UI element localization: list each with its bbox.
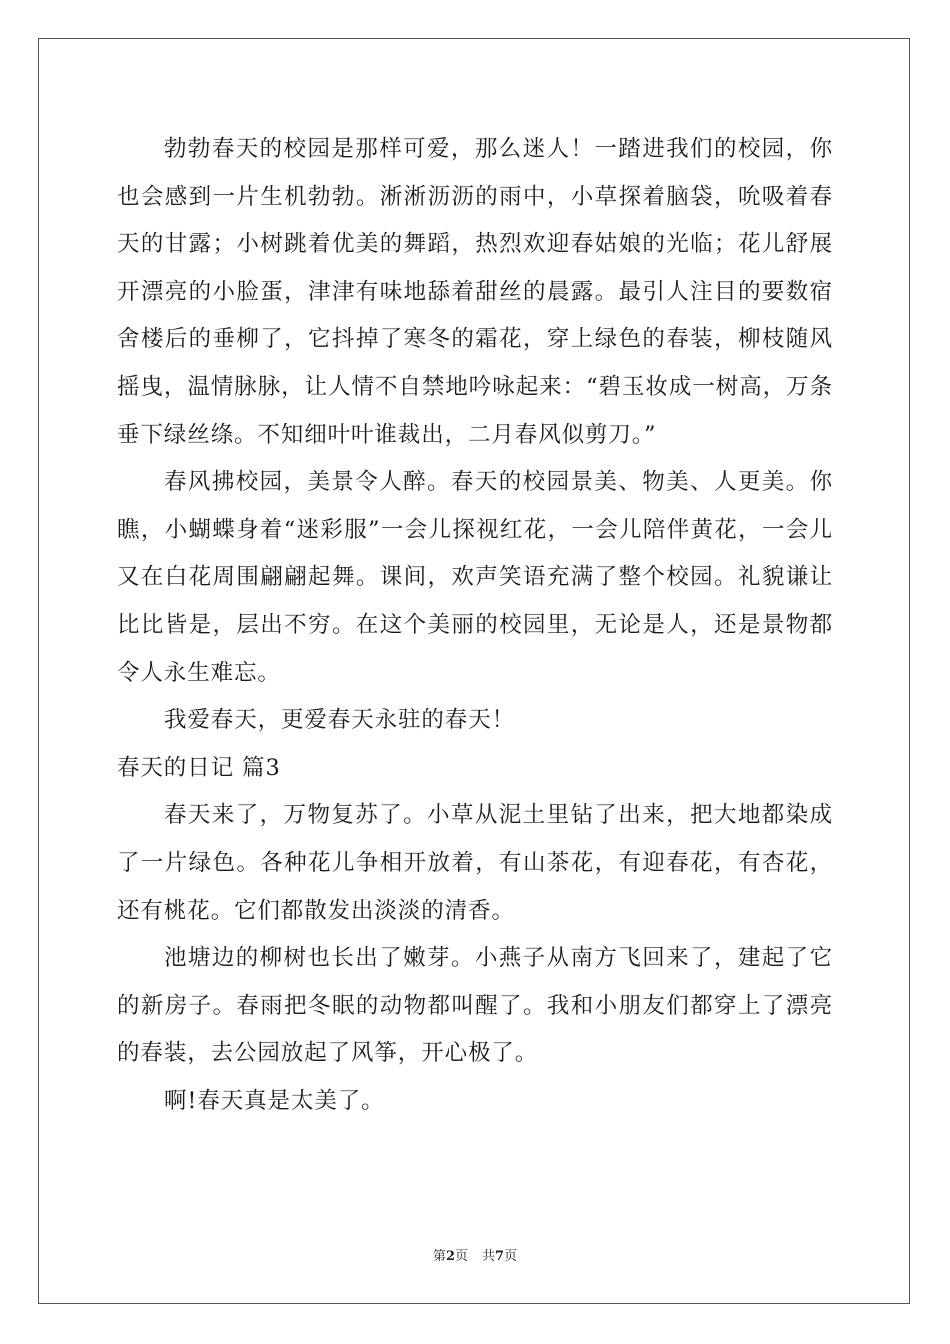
total-pages: 7 <box>495 1249 505 1264</box>
page-unit: 页 <box>454 1249 468 1264</box>
total-prefix: 共 <box>482 1249 496 1264</box>
paragraph: 啊!春天真是太美了。 <box>164 1087 385 1114</box>
document-body <box>117 126 833 1125</box>
paragraph: 池塘边的柳树也长出了嫩芽。小燕子从南方飞回来了，建起了它的新房子。春雨把冬眠的动物都叫醒了。我和小朋友们都穿上了漂亮的春装，去公园放起了风筝，开心极了。 <box>117 945 833 1067</box>
paragraph: 春风拂校园，美景令人醉。春天的校园景美、物美、人更美。你瞧，小蝴蝶身着“迷彩服”一会儿探视红花，一会儿陪伴黄花，一会儿又在白花周围翩翩起舞。课间，欢声笑语充满了整个校园。礼貌谦让比比皆是，层出不穷。在这个美丽的校园里，无论是人，还是景物都令人永生难忘。 <box>117 469 833 686</box>
total-unit: 页 <box>504 1249 518 1264</box>
paragraph: 我爱春天，更爱春天永驻的春天！ <box>164 707 516 734</box>
page-footer <box>0 1248 950 1266</box>
page-prefix: 第 <box>432 1249 446 1264</box>
section-heading: 春天的日记 篇3 <box>117 754 281 781</box>
paragraph: 勃勃春天的校园是那样可爱，那么迷人！一踏进我们的校园，你也会感到一片生机勃勃。淅淅沥沥的雨中，小草探着脑袋，吮吸着春天的甘露；小树跳着优美的舞蹈，热烈欢迎春姑娘的光临；花儿舒展开漂亮的小脸蛋，津津有味地舔着甜丝的晨露。最引人注目的要数宿舍楼后的垂柳了，它抖掉了寒冬的霜花，穿上绿色的春装，柳枝随风摇曳，温情脉脉，让人情不自禁地吟咏起来：“碧玉妆成一树高，万条垂下绿丝绦。不知细叶叶谁裁出，二月春风似剪刀。” <box>117 136 833 448</box>
page-number: 2 <box>445 1249 455 1264</box>
paragraph: 春天来了，万物复苏了。小草从泥土里钻了出来，把大地都染成了一片绿色。各种花儿争相开放着，有山茶花，有迎春花，有杏花，还有桃花。它们都散发出淡淡的清香。 <box>117 802 833 924</box>
